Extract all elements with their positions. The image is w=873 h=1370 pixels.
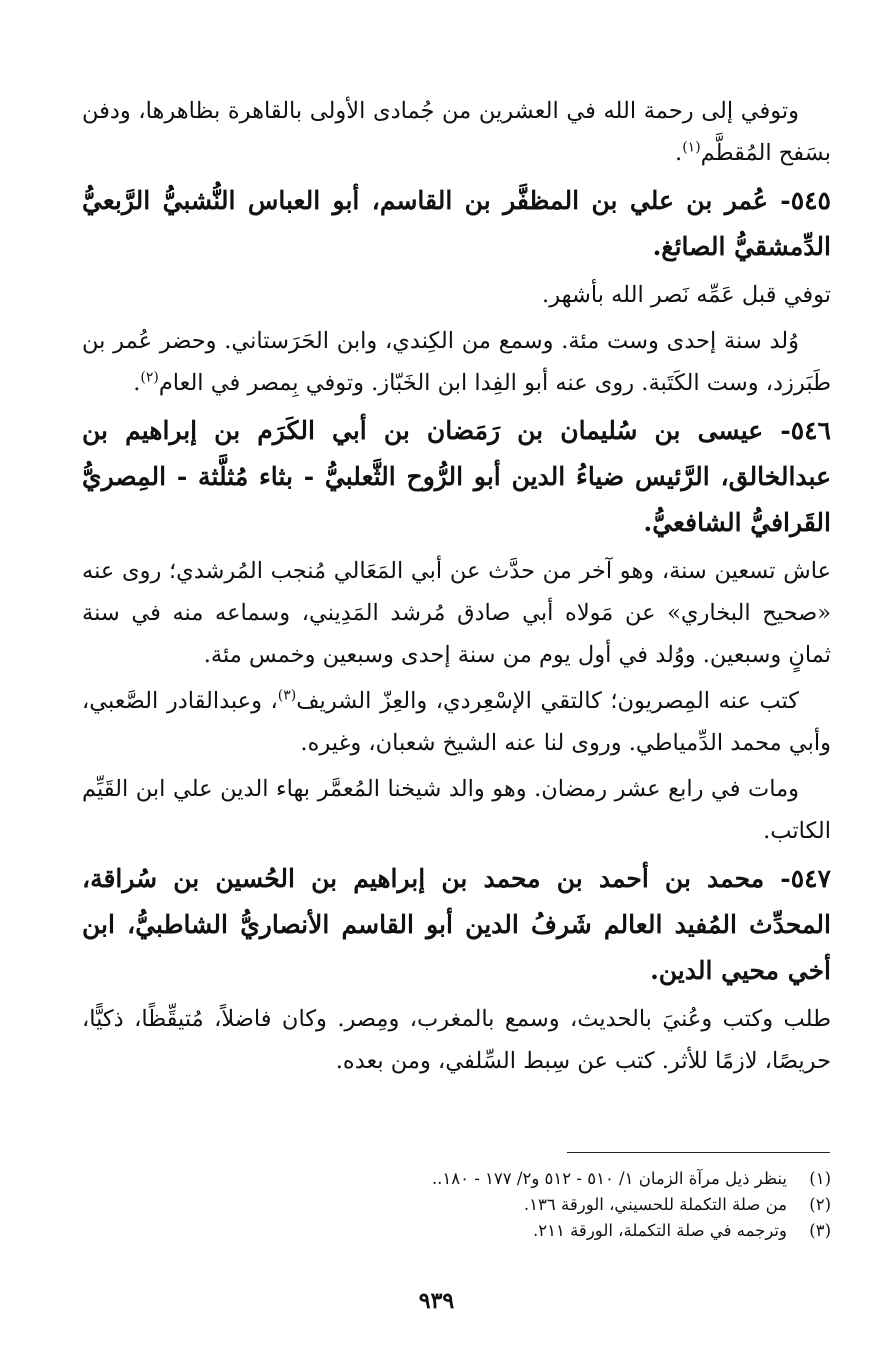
page-number: ٩٣٩ [418,1288,455,1314]
entry-title: عُمر بن علي بن المظفَّر بن القاسم، أبو العباس النُّشبيُّ الرَّبعيُّ الدِّمشقيُّ الصائغ. [82,186,831,261]
paragraph-text: وُلد سنة إحدى وست مئة. وسمع من الكِندي، وابن الحَرَستاني. وحضر عُمر بن طَبَرزد، وست الكَتَبة. روى عنه أبو الفِدا ابن الخَبّاز. وتوفي بِمصر في العام [82,328,831,396]
paragraph-end: . [133,370,141,396]
paragraph-text: كتب عنه المِصريون؛ كالتقي الإسْعِردي، والعِزّ الشريف [296,688,799,714]
entry-number: ٥٤٥- [780,186,831,215]
entry-number: ٥٤٦- [780,416,831,445]
footnote-number: (١) [809,1169,831,1188]
paragraph-text-cont: ، وعبدالقادر الصَّعبي، وأبي محمد الدِّمياطي. وروى لنا عنه الشيخ شعبان، وغيره. [82,688,831,756]
entry-547-heading [82,856,831,994]
paragraph-death-note [82,90,831,174]
footnote-ref-1[interactable]: (١) [682,139,701,156]
paragraph-546-bio: عاش تسعين سنة، وهو آخر من حدَّث عن أبي المَعَالي مُنجب المُرشدي؛ روى عنه «صحيح البخاري» عن مَولاه أبي صادق مُرشد المَدِيني، وسماعه منه في سنة ثمانٍ وسبعين. ووُلد في أول يوم من سنة إحدى وسبعين وخمس مئة. [82,558,831,668]
paragraph-text: وتوفي إلى رحمة الله في العشرين من جُمادى الأولى بالقاهرة بظاهرها، ودفن بسَفح المُقطَّم [82,98,831,166]
footnote-divider [567,1152,830,1153]
entry-title: محمد بن أحمد بن محمد بن إبراهيم بن الحُسين بن سُراقة، المحدِّث المُفيد العالم شَرفُ الدين أبو القاسم الأنصاريُّ الشاطبيُّ، ابن أخي محيي الدين. [82,864,831,985]
footnote-text: من صلة التكملة للحسيني، الورقة ١٣٦. [523,1195,787,1214]
footnote-ref-2[interactable]: (٢) [140,369,159,386]
footnote-number: (٣) [809,1221,831,1240]
footnote-number: (٢) [809,1195,831,1214]
footnote-item [82,1166,831,1192]
footnote-item [82,1218,831,1244]
footnote-item [82,1192,831,1218]
paragraph-547-bio: طلب وكتب وعُنيَ بالحديث، وسمع بالمغرب، ومِصر. وكان فاضلاً، مُتيقِّظًا، ذكيًّا، حريصًا، لازمًا للأثر. كتب عن سِبط السِّلفي، ومن بعده. [82,1006,831,1074]
entry-title: عيسى بن سُليمان بن رَمَضان بن أبي الكَرَم بن إبراهيم بن عبدالخالق، الرَّئيس ضياءُ الدين أبو الرُّوح الثَّعلبيُّ - بثاء مُثلَّثة - المِصريُّ القَرافيُّ الشافعيُّ. [82,416,831,537]
paragraph-545-death: توفي قبل عَمِّه نَصر الله بأشهر. [542,282,831,308]
entry-546-heading [82,408,831,546]
footnote-text: ينظر ذيل مرآة الزمان ١/ ٥١٠ - ٥١٢ و٢/ ١٧٧ - ١٨٠.. [431,1169,787,1188]
footnotes-section [82,1166,831,1244]
entry-545-heading [82,178,831,270]
footnote-text: وترجمه في صلة التكملة، الورقة ٢١١. [533,1221,787,1240]
entry-number: ٥٤٧- [780,864,831,893]
paragraph-546-students [82,680,831,764]
paragraph-545-bio [82,320,831,404]
paragraph-546-death: ومات في رابع عشر رمضان. وهو والد شيخنا المُعمَّر بهاء الدين علي ابن القَيِّم الكاتب. [82,776,831,844]
footnote-ref-3[interactable]: (٣) [277,687,297,704]
paragraph-end: . [675,140,683,166]
